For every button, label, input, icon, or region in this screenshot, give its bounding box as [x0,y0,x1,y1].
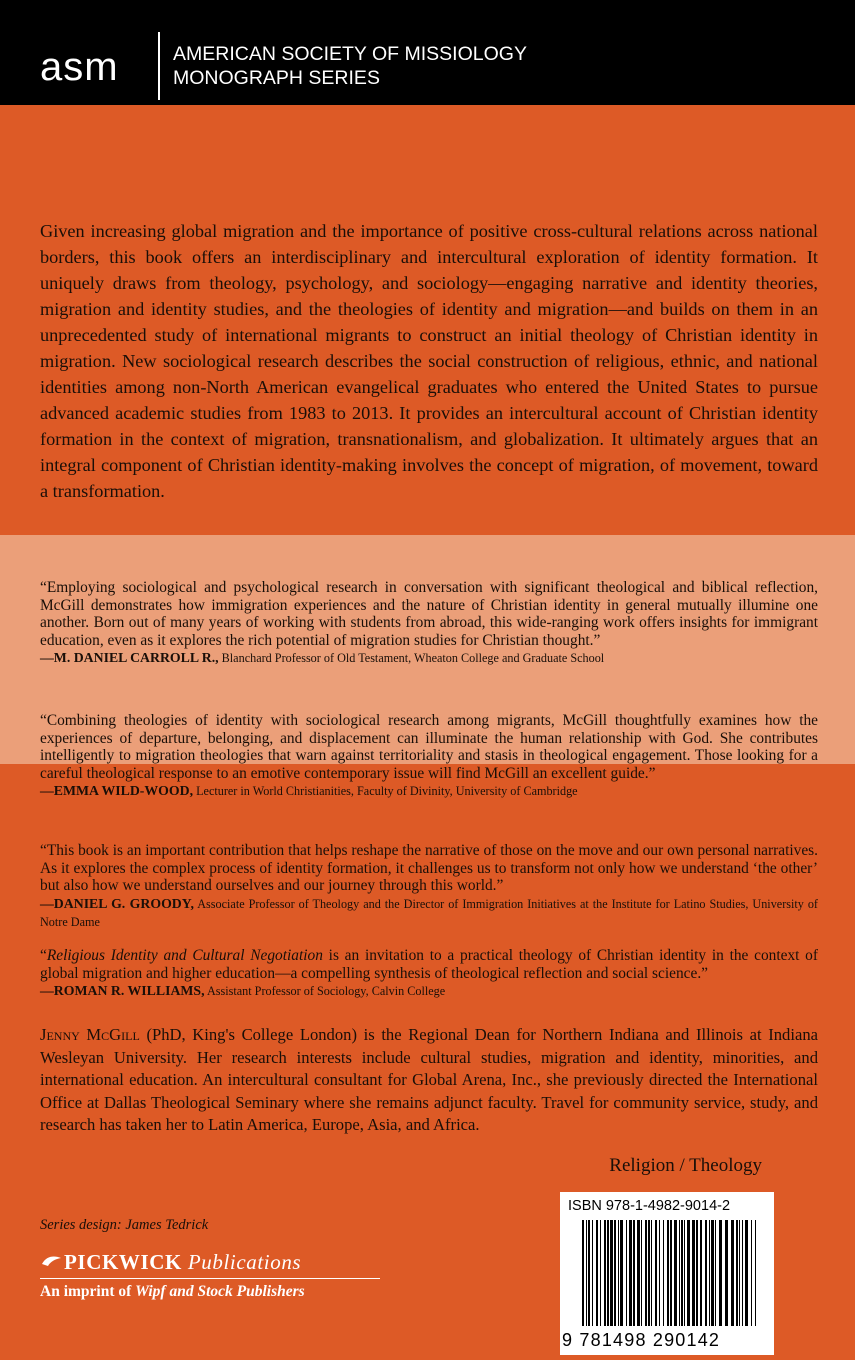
endorser-name: —EMMA WILD-WOOD, [40,783,194,799]
book-description: Given increasing global migration and the importance of positive cross-cultural relations across national borders, this book offers an interdisciplinary and intercultural exploration of identity formation. It uniquely draws from theology, psychology, and sociology—engaging narrative and identity theories, migration and identity studies, and the theologies of identity and migration—and builds on them in an unprecedented study of international migrants to construct an initial theology of Christian identity in migration. New sociological research describes the social construction of religious, ethnic, and national identities among non-North American evangelical graduates who entered the United States to pursue advanced academic studies from 1983 to 2013. It provides an intercultural account of Christian identity formation in the context of migration, transnationalism, and globalization. It ultimately argues that an integral component of Christian identity-making involves the concept of migration, of movement, toward a transformation. [40,221,818,501]
series-design-credit: Series design: James Tedrick [40,1217,209,1233]
endorsement-attribution [40,651,604,665]
series-title-line1: AMERICAN SOCIETY OF MISSIOLOGY [173,43,527,65]
publisher-rule [40,1278,380,1279]
endorsement-2 [40,712,818,801]
endorsement-3 [40,842,818,932]
publisher-name: PICKWICK [64,1250,182,1274]
endorser-title: Lecturer in World Christianities, Faculty of Divinity, University of Cambridge [196,784,578,799]
endorsement-quote: “This book is an important contribution that helps reshape the narrative of those on the move and our own personal narratives. As it explores the complex process of identity formation, it challenges us to transform not only how we understand ‘the other’ but also how we understand ourselves and our journey through this world.” [40,842,818,895]
endorsement-attribution [40,897,818,930]
endorser-name: —ROMAN R. WILLIAMS, [40,983,205,999]
endorsement-attribution [40,784,578,798]
publisher-logo [40,1250,301,1275]
author-bio-text: (PhD, King's College London) is the Regional Dean for Northern Indiana and Illinois at Indiana Wesleyan University. Her research interests include cultural studies, migration and identity, minorities, and international education. An intercultural consultant for Global Arena, Inc., she previously directed the International Office at Dallas Theological Seminary where she remains adjunct faculty. Travel for community service, study, and research has taken her to Latin America, Europe, Asia, and Africa. [40,1025,818,1135]
endorsement-quote-open: “ [40,947,47,964]
author-bio [40,1024,818,1137]
book-title: Religious Identity and Cultural Negotiation [46,947,323,964]
series-header [0,0,855,105]
endorser-title: Assistant Professor of Sociology, Calvin College [206,984,446,999]
barcode-icon [582,1220,760,1330]
endorser-name: —DANIEL G. GROODY, [40,895,194,911]
endorser-title: Associate Professor of Theology and the Director of Immigration Initiatives at the Institute for Latino Studies, University of Notre Dame [40,896,818,930]
imprint-name: Wipf and Stock Publishers [135,1283,305,1300]
endorser-name: —M. DANIEL CARROLL R., [40,650,219,666]
endorser-title: Blanchard Professor of Old Testament, Wheaton College and Graduate School [221,651,605,666]
logo-divider [158,32,160,100]
asm-logo: asm [40,45,119,89]
barcode-number: 9 781498 290142 [562,1330,721,1350]
isbn-label: ISBN 978-1-4982-9014-2 [568,1198,731,1214]
publisher-name-italic: Publications [187,1250,302,1274]
endorsement-quote: is an invitation to a practical theology of Christian identity in the context of global migration and higher education—a compelling synthesis of theological reflection and social science.” [40,947,819,982]
endorsement-quote: “Combining theologies of identity with sociological research among migrants, McGill thoughtfully examines how the experiences of departure, belonging, and displacement can illuminate the human relationship with God. She contributes intelligently to migration theologies that warn against territoriality and stasis in theological engagement. Those looking for a careful theological response to an emotive contemporary issue will find McGill an excellent guide.” [40,712,818,782]
subject-category: Religion / Theology [609,1155,762,1176]
series-title-line2: MONOGRAPH SERIES [173,67,380,89]
endorsement-4 [40,947,818,1001]
series-title [173,42,527,90]
pickwick-bird-icon [40,1254,62,1268]
isbn-barcode-box [560,1192,774,1355]
endorsement-1 [40,579,818,668]
endorsement-quote: “Employing sociological and psychological research in conversation with significant theological and biblical reflection, McGill demonstrates how immigration experiences and the nature of Christian identity in general mutually illumine one another. Born out of many years of working with students from abroad, this wide-ranging work offers insights for immigrant education, even as it explores the rich potential of migration studies for Christian thought.” [40,579,818,649]
publisher-imprint [40,1283,305,1301]
endorsement-attribution [40,984,445,998]
author-name: Jenny McGill [40,1025,140,1044]
imprint-prefix: An imprint of [40,1283,136,1300]
